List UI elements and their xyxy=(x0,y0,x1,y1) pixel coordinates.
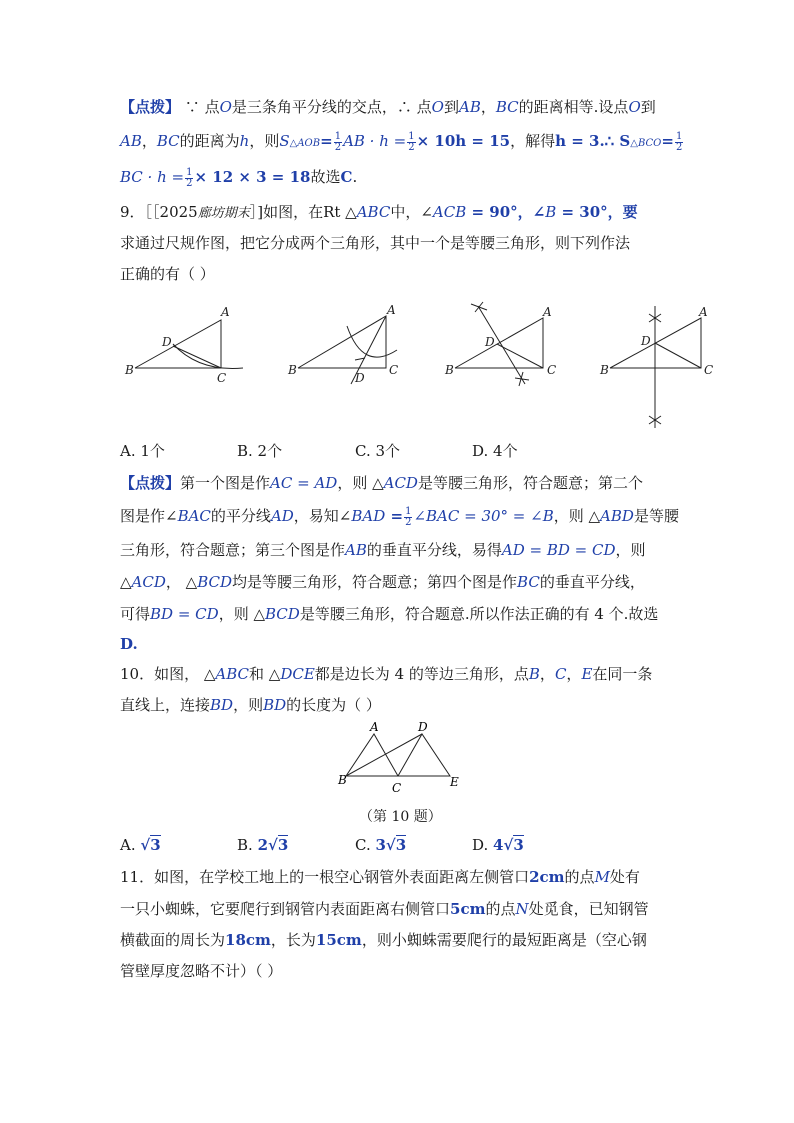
label-C: C xyxy=(389,363,399,377)
hint1-line-3: BC · h = $\frac{1}{2}$ × 12 × 3 = 18故选C. xyxy=(120,166,358,189)
label-D: D xyxy=(162,335,172,349)
fraction-half: $\frac{1}{2}$ xyxy=(186,166,193,189)
label-A: A xyxy=(387,303,396,317)
hint2-line-2: 图是作∠BAC的平分线AD，易知∠BAD = $\frac{1}{2}$ ∠BAC = 30° = ∠B，则 △ABD是等腰 xyxy=(120,505,679,528)
q10-figure xyxy=(330,720,470,800)
hint2-line-6: D. xyxy=(120,635,138,653)
label-A: A xyxy=(699,305,708,319)
q9-line-3: 正确的有（ ） xyxy=(120,265,215,283)
label-C: C xyxy=(217,371,227,385)
hint1-line-1: 【点拨】 ∵ 点O是三条角平分线的交点，∴ 点O到AB，BC的距离相等.设点O到 xyxy=(120,98,656,116)
label-A: A xyxy=(221,305,230,319)
figure-caption: （第 10 题） xyxy=(359,809,442,825)
q11-line-1: 11．如图，在学校工地上的一根空心钢管外表面距离左侧管口2cm的点M处有 xyxy=(120,868,640,886)
hint2-line-3: 三角形，符合题意；第三个图是作AB的垂直平分线，易得AD = BD = CD，则 xyxy=(120,541,646,559)
figure-4 xyxy=(599,305,713,428)
q10-line-2: 直线上，连接BD，则BD的长度为（ ） xyxy=(120,696,381,714)
label-D: D xyxy=(355,371,365,385)
label-D: D xyxy=(641,334,651,348)
q9-line-2: 求通过尺规作图，把它分成两个三角形，其中一个是等腰三角形，则下列作法 xyxy=(120,234,631,252)
q11-line-3: 横截面的周长为18cm，长为15cm，则小蜘蛛需要爬行的最短距离是（空心钢 xyxy=(120,931,647,949)
label-C: C xyxy=(704,363,714,377)
q10-option-c[interactable]: C. 3√3 xyxy=(355,836,407,854)
q10-option-a[interactable]: A. √3 xyxy=(120,836,161,854)
q9-option-c[interactable]: C. 3个 xyxy=(355,442,401,460)
figure-1 xyxy=(124,305,243,385)
hint2-line-5: 可得BD = CD，则 △BCD是等腰三角形，符合题意.所以作法正确的有 4 个.故选 xyxy=(120,605,659,623)
fraction-half: $\frac{1}{2}$ xyxy=(405,505,412,528)
label-B: B xyxy=(338,773,347,787)
label-B: B xyxy=(125,363,134,377)
label-B: B xyxy=(600,363,609,377)
label-D: D xyxy=(418,720,428,734)
label-A: A xyxy=(543,305,552,319)
fraction-half: $\frac{1}{2}$ xyxy=(408,130,415,153)
label-A: A xyxy=(370,720,379,734)
q11-line-4: 管壁厚度忽略不计）（ ） xyxy=(120,962,283,980)
label-C: C xyxy=(547,363,557,377)
hint1-line-2: AB，BC的距离为h，则S△AOB= $\frac{1}{2}$ AB · h = $\frac{1}{2}$ × 10h = 15，解得h = 3.∴ S△BCO= $\frac{1}{2}$ xyxy=(120,130,683,153)
label-B: B xyxy=(445,363,454,377)
q9-option-b[interactable]: B. 2个 xyxy=(237,442,283,460)
q9-line-1: 9．［［2025廊坊期末］]如图，在Rt △ABC中，∠ACB = 90°，∠B = 30°，要 xyxy=(120,203,638,221)
label-E: E xyxy=(450,775,459,789)
q9-option-d[interactable]: D. 4个 xyxy=(472,442,518,460)
label-C: C xyxy=(392,781,402,795)
q9-figures xyxy=(115,300,735,440)
q11-line-2: 一只小蜘蛛，它要爬行到钢管内表面距离右侧管口5cm的点N处觅食，已知钢管 xyxy=(120,900,649,918)
q10-option-b[interactable]: B. 2√3 xyxy=(237,836,289,854)
hint-tag: 【点拨】 xyxy=(120,98,181,116)
label-D: D xyxy=(485,335,495,349)
figure-3 xyxy=(444,302,556,386)
q10-line-1: 10．如图， △ABC和 △DCE都是边长为 4 的等边三角形，点B，C，E在同一条 xyxy=(120,665,653,683)
figure-2 xyxy=(287,303,398,385)
q10-option-d[interactable]: D. 4√3 xyxy=(472,836,524,854)
hint2-line-4: △ACD， △BCD均是等腰三角形，符合题意；第四个图是作BC的垂直平分线， xyxy=(120,573,645,591)
q9-option-a[interactable]: A. 1个 xyxy=(120,442,165,460)
fraction-half: $\frac{1}{2}$ xyxy=(675,130,683,153)
label-B: B xyxy=(288,363,297,377)
hint2-line-1: 【点拨】第一个图是作AC = AD，则 △ACD是等腰三角形，符合题意；第二个 xyxy=(120,474,643,492)
fraction-half: $\frac{1}{2}$ xyxy=(334,130,342,153)
hint-tag: 【点拨】 xyxy=(120,474,181,492)
